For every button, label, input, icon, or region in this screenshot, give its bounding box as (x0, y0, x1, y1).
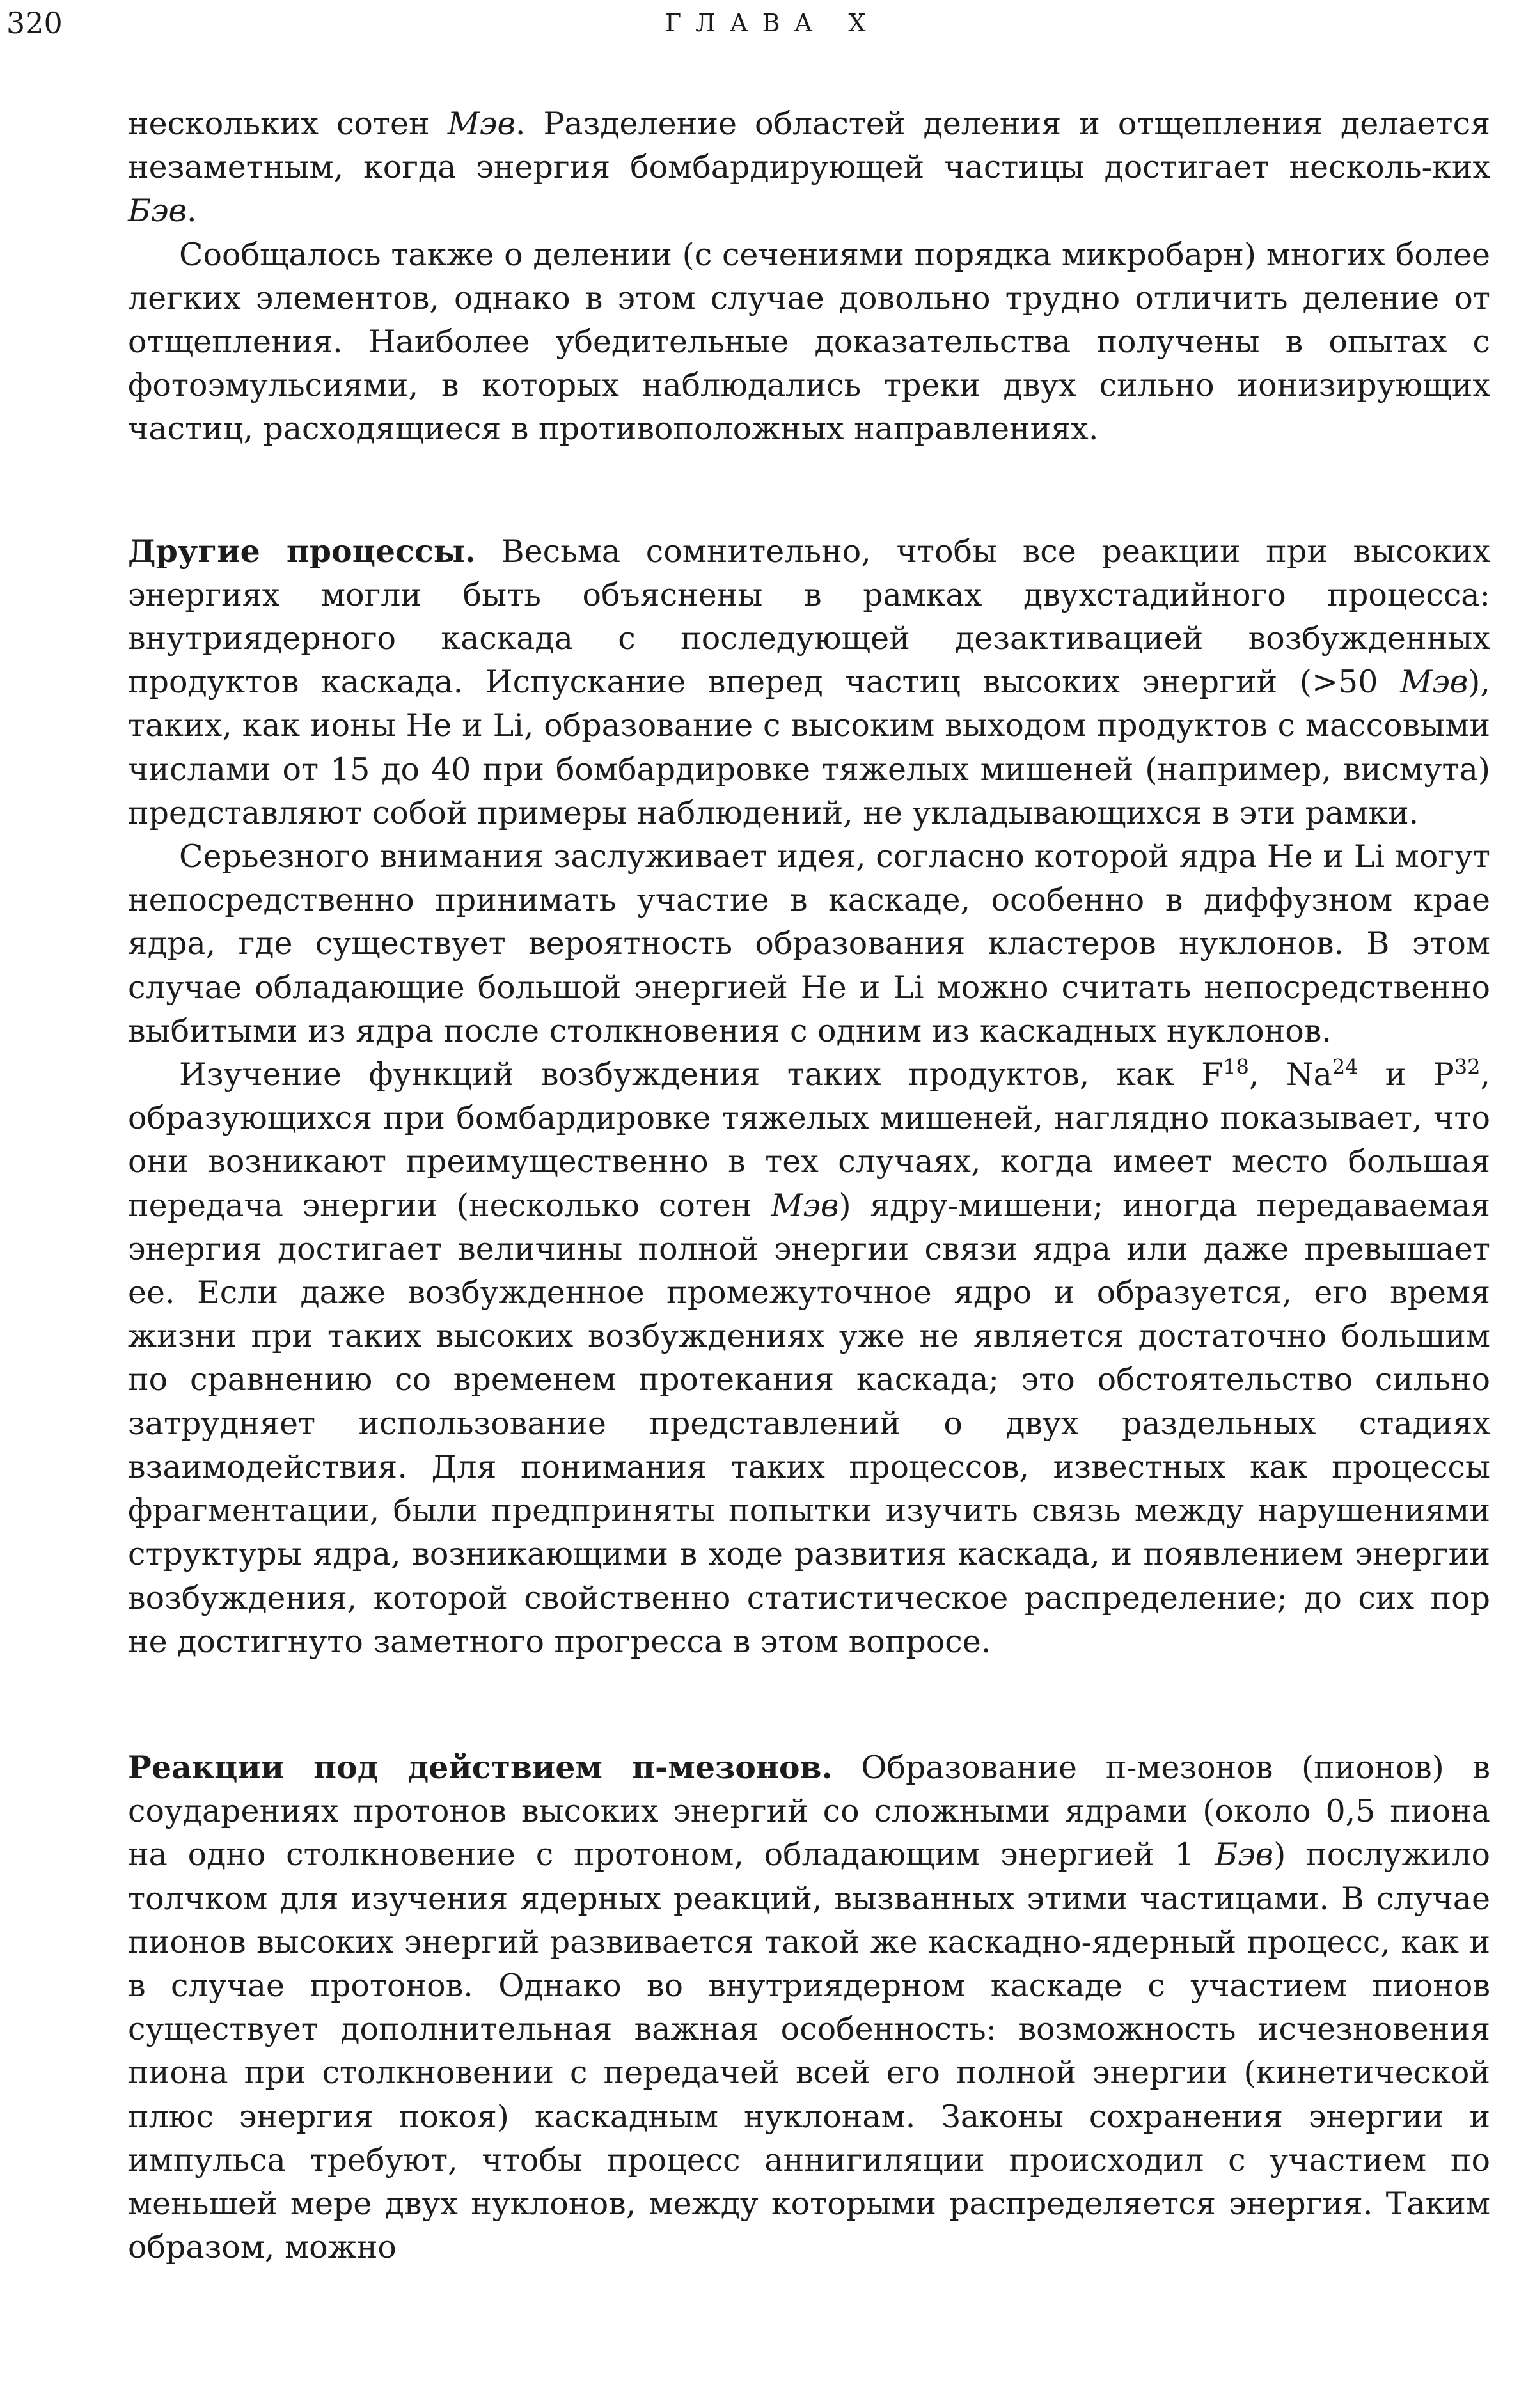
body-text (128, 102, 1490, 2269)
superscript: 32 (1454, 1054, 1481, 1079)
section-heading: Реакции под действием π-мезонов. (128, 1748, 833, 1786)
unit-mev: Мэв (771, 1187, 839, 1224)
unit-mev: Мэв (1400, 664, 1468, 701)
text-run: ) ядру-мишени; иногда передаваемая энергия достигает величины полной энергии связи ядра или даже превышает ее. Если даже возбужденное промежуточное ядро и образуется, его время жизни при таких высоких возбуждениях уже не является достаточно большим по сравнению со временем протекания каскада; это обстоятельство сильно затрудняет использование представлений о двух раздельных стадиях взаимодействия. Для понимания таких процессов, известных как процессы фрагментации, были предприняты попытки изучить связь между нарушениями структуры ядра, возникающими в ходе развития каскада, и появлением энергии возбуждения, которой свойственно статистическое распределение; до сих пор не достигнуто заметного прогресса в этом вопросе. (128, 1187, 1490, 1660)
text-run: ), таких, как ионы He и Li, образование с высоким выходом продуктов с массовыми числами от 15 до 40 при бомбардировке тяжелых мишеней (например, висмута) представляют собой примеры наблюдений, не укладывающихся в эти рамки. (128, 664, 1490, 831)
paragraph: Сообщалось также о делении (с сечениями порядка микробарн) многих более легких элементов, однако в этом случае довольно трудно отличить деление от отщепления. Наиболее убедительные доказательства получены в опытах с фотоэмульсиями, в которых наблюдались треки двух сильно ионизирующих частиц, расходящиеся в противоположных направлениях. (128, 236, 1490, 448)
text-run: , Na (1248, 1056, 1332, 1093)
paragraph: Серьезного внимания заслуживает идея, согласно которой ядра He и Li могут непосредственно принимать участие в каскаде, особенно в диффузном крае ядра, где существует вероятность образования кластеров нуклонов. В этом случае обладающие большой энергией He и Li можно считать непосредственно выбитыми из ядра после столкновения с одним из каскадных нуклонов. (128, 838, 1490, 1049)
text-run: Изучение функций возбуждения таких продуктов, как F (179, 1056, 1224, 1093)
unit-bev: Бэв (1215, 1836, 1274, 1873)
section-heading: Другие процессы. (128, 532, 476, 570)
text-run: . Разделение областей деления и отщепления делается незаметным, когда энергия бомбардирующей частицы достигает несколь-ких (128, 106, 1490, 186)
unit-mev: Мэв (447, 106, 516, 142)
text-run: Весьма сомнительно, чтобы все реакции при высоких энергиях могли быть объяснены в рамках двухстадийного процесса: внутриядерного каскада с последующей дезактивацией возбужденных продуктов каскада. Испускание вперед частиц высоких энергий (>50 (128, 533, 1490, 701)
page-number: 320 (6, 6, 63, 40)
running-head (6, 4, 1497, 42)
text-run: нескольких сотен (128, 106, 448, 142)
text-run: и P (1358, 1056, 1454, 1093)
superscript: 24 (1332, 1054, 1358, 1079)
unit-bev: Бэв (128, 192, 187, 230)
section-pion-reactions (128, 1746, 1490, 2269)
section-other-processes (128, 529, 1490, 835)
superscript: 18 (1223, 1054, 1249, 1079)
paragraph-continued (128, 102, 1490, 233)
chapter-title: ГЛАВА X (665, 9, 880, 37)
paragraph (128, 1053, 1490, 1664)
text-run: Образование π-мезонов (пионов) в соударениях протонов высоких энергий со сложными ядрами (около 0,5 пиона на одно столкновение с протоном, обладающим энергией 1 (128, 1749, 1491, 1873)
text-run: ) послужило толчком для изучения ядерных реакций, вызванных этими частицами. В случае пионов высоких энергий развивается такой же каскадно-ядерный процесс, как и в случае протонов. Однако во внутриядерном каскаде с участием пионов существует дополнительная важная особенность: возможность исчезновения пиона при столкновении с передачей всей его полной энергии (кинетической плюс энергия покоя) каскадным нуклонам. Законы сохранения энергии и импульса требуют, чтобы процесс аннигиляции происходил с участием по меньшей мере двух нуклонов, между которыми распределяется энергия. Таким образом, можно (128, 1836, 1490, 2266)
text-run: . (186, 192, 197, 230)
text-run: , образующихся при бомбардировке тяжелых мишеней, наглядно показывает, что они возникают преимущественно в тех случаях, когда имеет место большая передача энергии (несколько сотен (128, 1056, 1490, 1224)
